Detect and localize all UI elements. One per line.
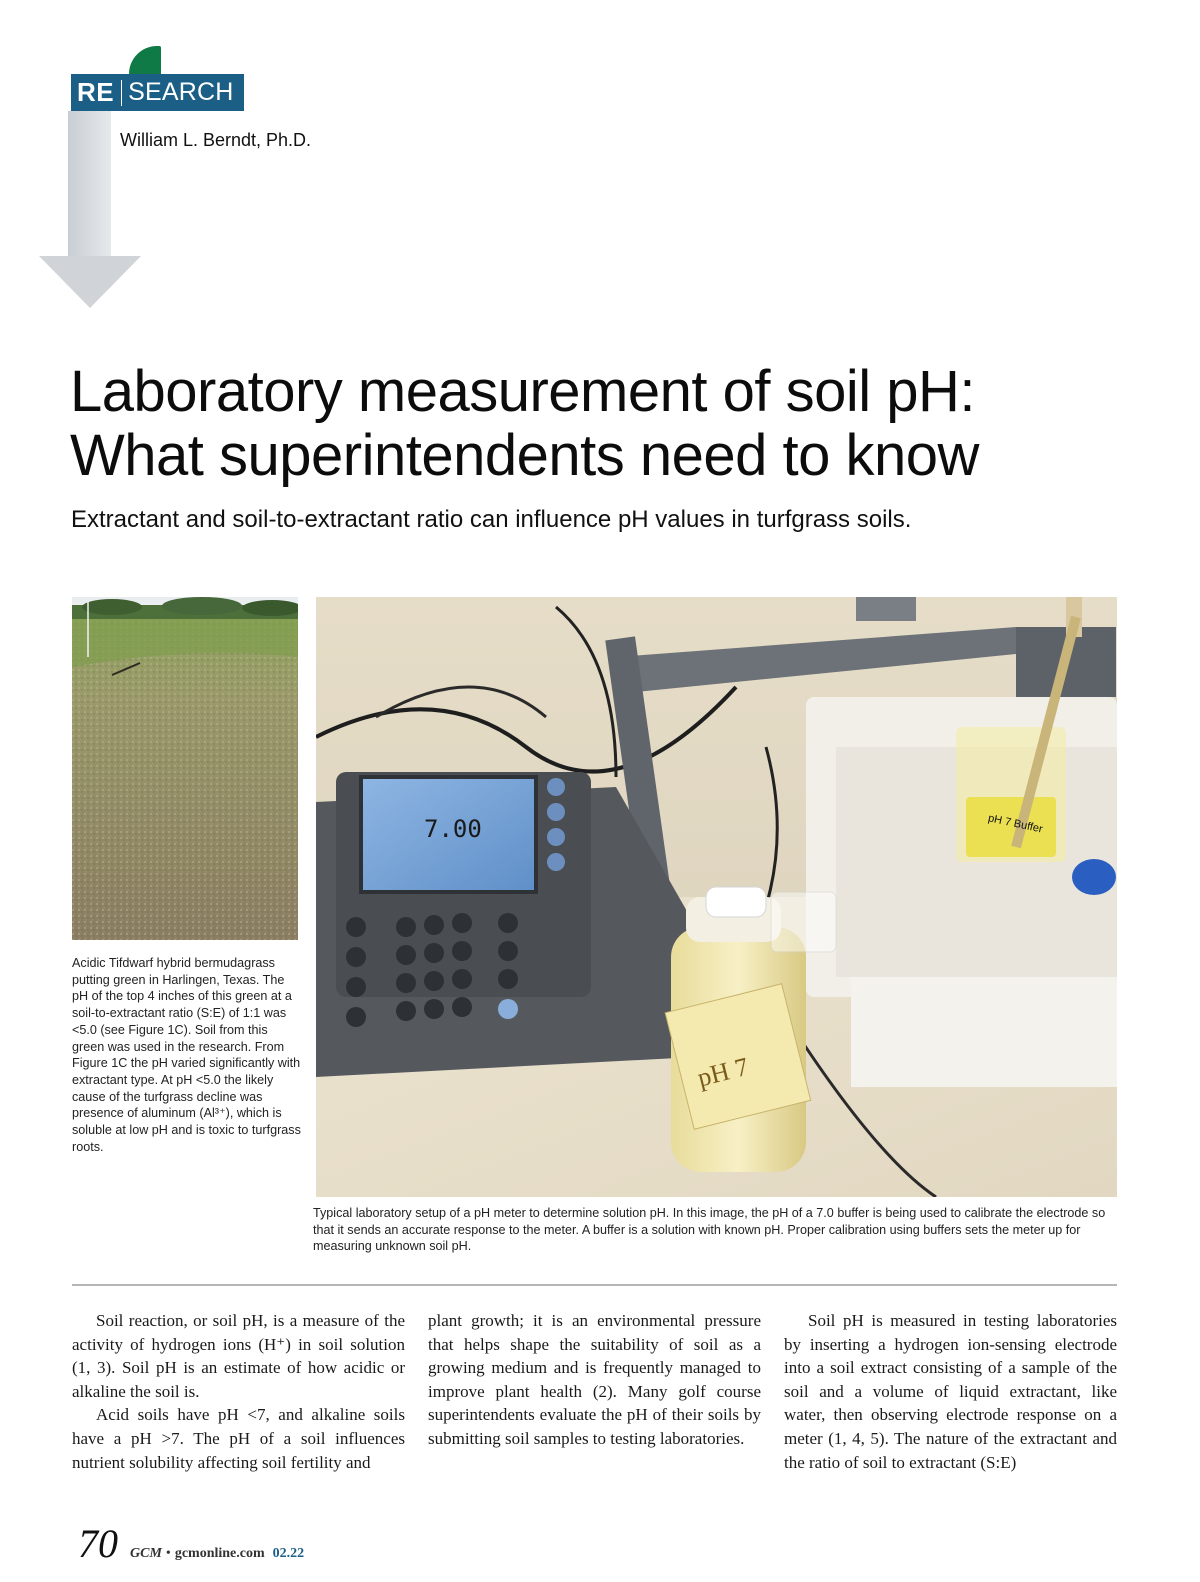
body-column-3 [784, 1309, 1117, 1474]
arrow-down-icon-shaft [68, 111, 111, 259]
photo-caption-right: Typical laboratory setup of a pH meter to determine solution pH. In this image, the pH of a 7.0 buffer is being used to calibrate the electrode so that it sends an accurate response to the meter. A buffer is a solution with known pH. Proper calibration using buffers sets the meter up for measuring unknown soil pH. [313, 1206, 1106, 1254]
body-column-2 [428, 1309, 761, 1451]
meter-reading: 7.00 [424, 815, 482, 843]
putting-green-photo [72, 597, 298, 940]
paragraph: plant growth; it is an environmental pressure that helps shape the suitability of soil as a growing medium and is frequently managed to improve plant health (2). Many golf course superintendents evaluate the pH of their soils by submitting soil samples to testing laboratories. [428, 1311, 761, 1448]
section-divider [72, 1284, 1117, 1286]
bottle-label: pH 7 [694, 1051, 752, 1093]
section-tag [71, 74, 244, 111]
website-link[interactable]: gcmonline.com [174, 1546, 265, 1561]
paragraph: Soil pH is measured in testing laboratories by inserting a hydrogen ion-sensing electrode into a soil extract consisting of a sample of the soil and a volume of liquid extractant, like water, then observing electrode response on a meter (1, 4, 5). The nature of the extractant and the ratio of soil to extractant (S:E) [784, 1311, 1117, 1472]
issue-date: 02.22 [272, 1546, 305, 1561]
section-tag-divider [121, 80, 122, 106]
photo-caption-left: Acidic Tifdwarf hybrid bermudagrass putting green in Harlingen, Texas. The pH of the top 4 inches of this green at a soil-to-extractant ratio (S:E) of 1:1 was <5.0 (see Figure 1C). Soil from this green was used in the research. From Figure 1C the pH varied significantly with extractant type. At pH <5.0 the likely cause of the turfgrass decline was presence of aluminum (Al³⁺), which is soluble at low pH and is toxic to turfgrass roots. [72, 956, 301, 1154]
page-footer [78, 1520, 304, 1567]
headline [70, 360, 1170, 488]
paragraph: Acid soils have pH <7, and alkaline soils have a pH >7. The pH of a soil influences nutrient solubility affecting soil fertility and [72, 1405, 405, 1472]
arrow-down-icon [39, 256, 141, 308]
body-column-1 [72, 1309, 405, 1474]
magazine-name: GCM [130, 1546, 162, 1561]
section-tag-prefix: RE [77, 77, 115, 107]
section-tag-leaf [129, 46, 161, 74]
author-byline: William L. Berndt, Ph.D. [120, 130, 312, 150]
page-number: 70 [78, 1521, 118, 1566]
headline-line-2: What superintendents need to know [70, 423, 979, 488]
deck-subtitle: Extractant and soil-to-extractant ratio can influence pH values in turfgrass soils. [71, 506, 912, 533]
headline-line-1: Laboratory measurement of soil pH: [70, 359, 975, 424]
lab-ph-meter-photo [316, 597, 1117, 1197]
paragraph: Soil reaction, or soil pH, is a measure of the activity of hydrogen ions (H⁺) in soil solution (1, 3). Soil pH is an estimate of how acidic or alkaline the soil is. [72, 1311, 405, 1401]
beaker-label: pH 7 Buffer [986, 812, 1044, 836]
footer-separator: • [165, 1546, 171, 1561]
section-tag-suffix: SEARCH [128, 78, 234, 106]
